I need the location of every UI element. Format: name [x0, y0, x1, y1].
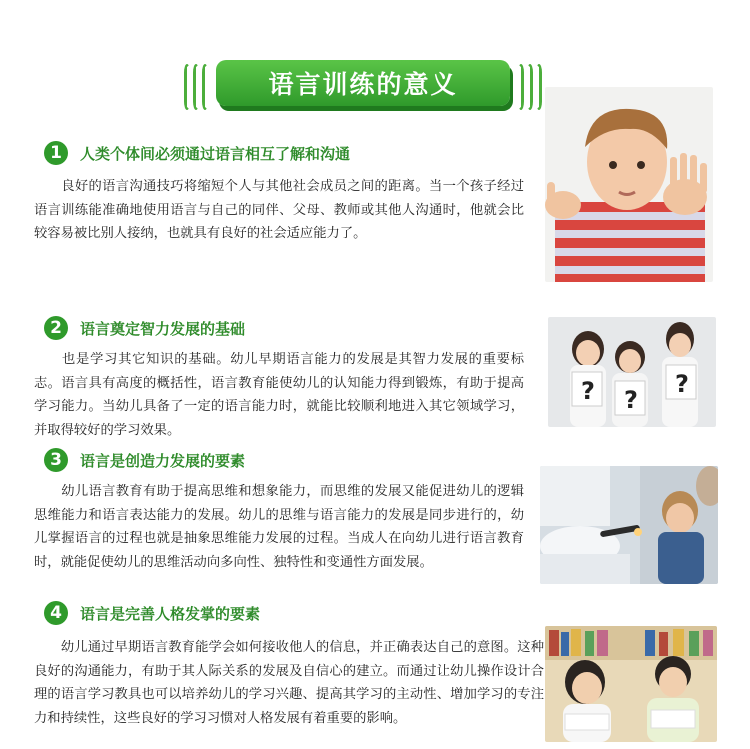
- section-paragraph: 良好的语言沟通技巧将缩短个人与其他社会成员之间的距离。当一个孩子经过语言训练能准确地使用语言与自己的同伴、父母、教师或其他人沟通时，他就会比较容易被比别人接纳，也就具有良好的社会适应能力了。: [34, 179, 524, 241]
- section-2-heading-row: [44, 316, 245, 340]
- section-paragraph: 幼儿通过早期语言教育能学会如何接收他人的信息，并正确表达自己的意图。这种良好的沟通能力，有助于其人际关系的发展及自信心的建立。而通过让幼儿操作设计合理的语言学习教具也可以培养幼儿的学习兴趣、提高其学习的主动性、增加学习的专注力和持续性，这些良好的学习习惯对人格发展有着重要的影响。: [34, 640, 544, 726]
- section-number-badge: 4: [44, 601, 68, 625]
- section-heading: 语言奠定智力发展的基础: [80, 319, 246, 338]
- section-3-heading-row: [44, 448, 245, 472]
- section-4-heading-row: [44, 601, 260, 625]
- section-paragraph: 也是学习其它知识的基础。幼儿早期语言能力的发展是其智力发展的重要标志。语言具有高度的概括性，语言教育能使幼儿的认知能力得到锻炼，有助于提高学习能力。当幼儿具备了一定的语言能力时，就能比较顺利地进入其它领域学习，并取得较好的学习效果。: [34, 352, 524, 438]
- photo-child-counting-fingers: [545, 87, 713, 282]
- section-1-heading-row: [44, 141, 350, 165]
- section-heading: 语言是完善人格发掌的要素: [80, 604, 261, 623]
- svg-text:?: ?: [624, 386, 638, 414]
- banner-pill: [216, 60, 510, 106]
- section-heading: 语言是创造力发展的要素: [80, 451, 246, 470]
- photo-children-question-marks: [548, 317, 716, 427]
- page-title: 语言训练的意义: [268, 70, 458, 99]
- photo-children-reading-library: [545, 626, 717, 742]
- svg-text:?: ?: [675, 370, 689, 398]
- photo-child-bathroom: [540, 466, 718, 584]
- title-banner: [184, 60, 542, 114]
- banner-right-brackets: [518, 64, 542, 110]
- section-number-badge: 2: [44, 316, 68, 340]
- section-number-badge: 3: [44, 448, 68, 472]
- section-number-badge: 1: [44, 141, 68, 165]
- section-paragraph: 幼儿语言教育有助于提高思维和想象能力，而思维的发展又能促进幼儿的逻辑思维能力和语言表达能力的发展。幼儿的思维与语言能力的发展是同步进行的，幼儿掌握语言的过程也就是抽象思维能力发展的过程。当成人在向幼儿进行语言教育时，就能促使幼儿的思维活动向多向性、独特性和变通性方面发展。: [34, 484, 524, 570]
- banner-left-brackets: [184, 64, 208, 110]
- section-heading: 人类个体间必须通过语言相互了解和沟通: [80, 144, 351, 163]
- svg-text:?: ?: [581, 377, 595, 405]
